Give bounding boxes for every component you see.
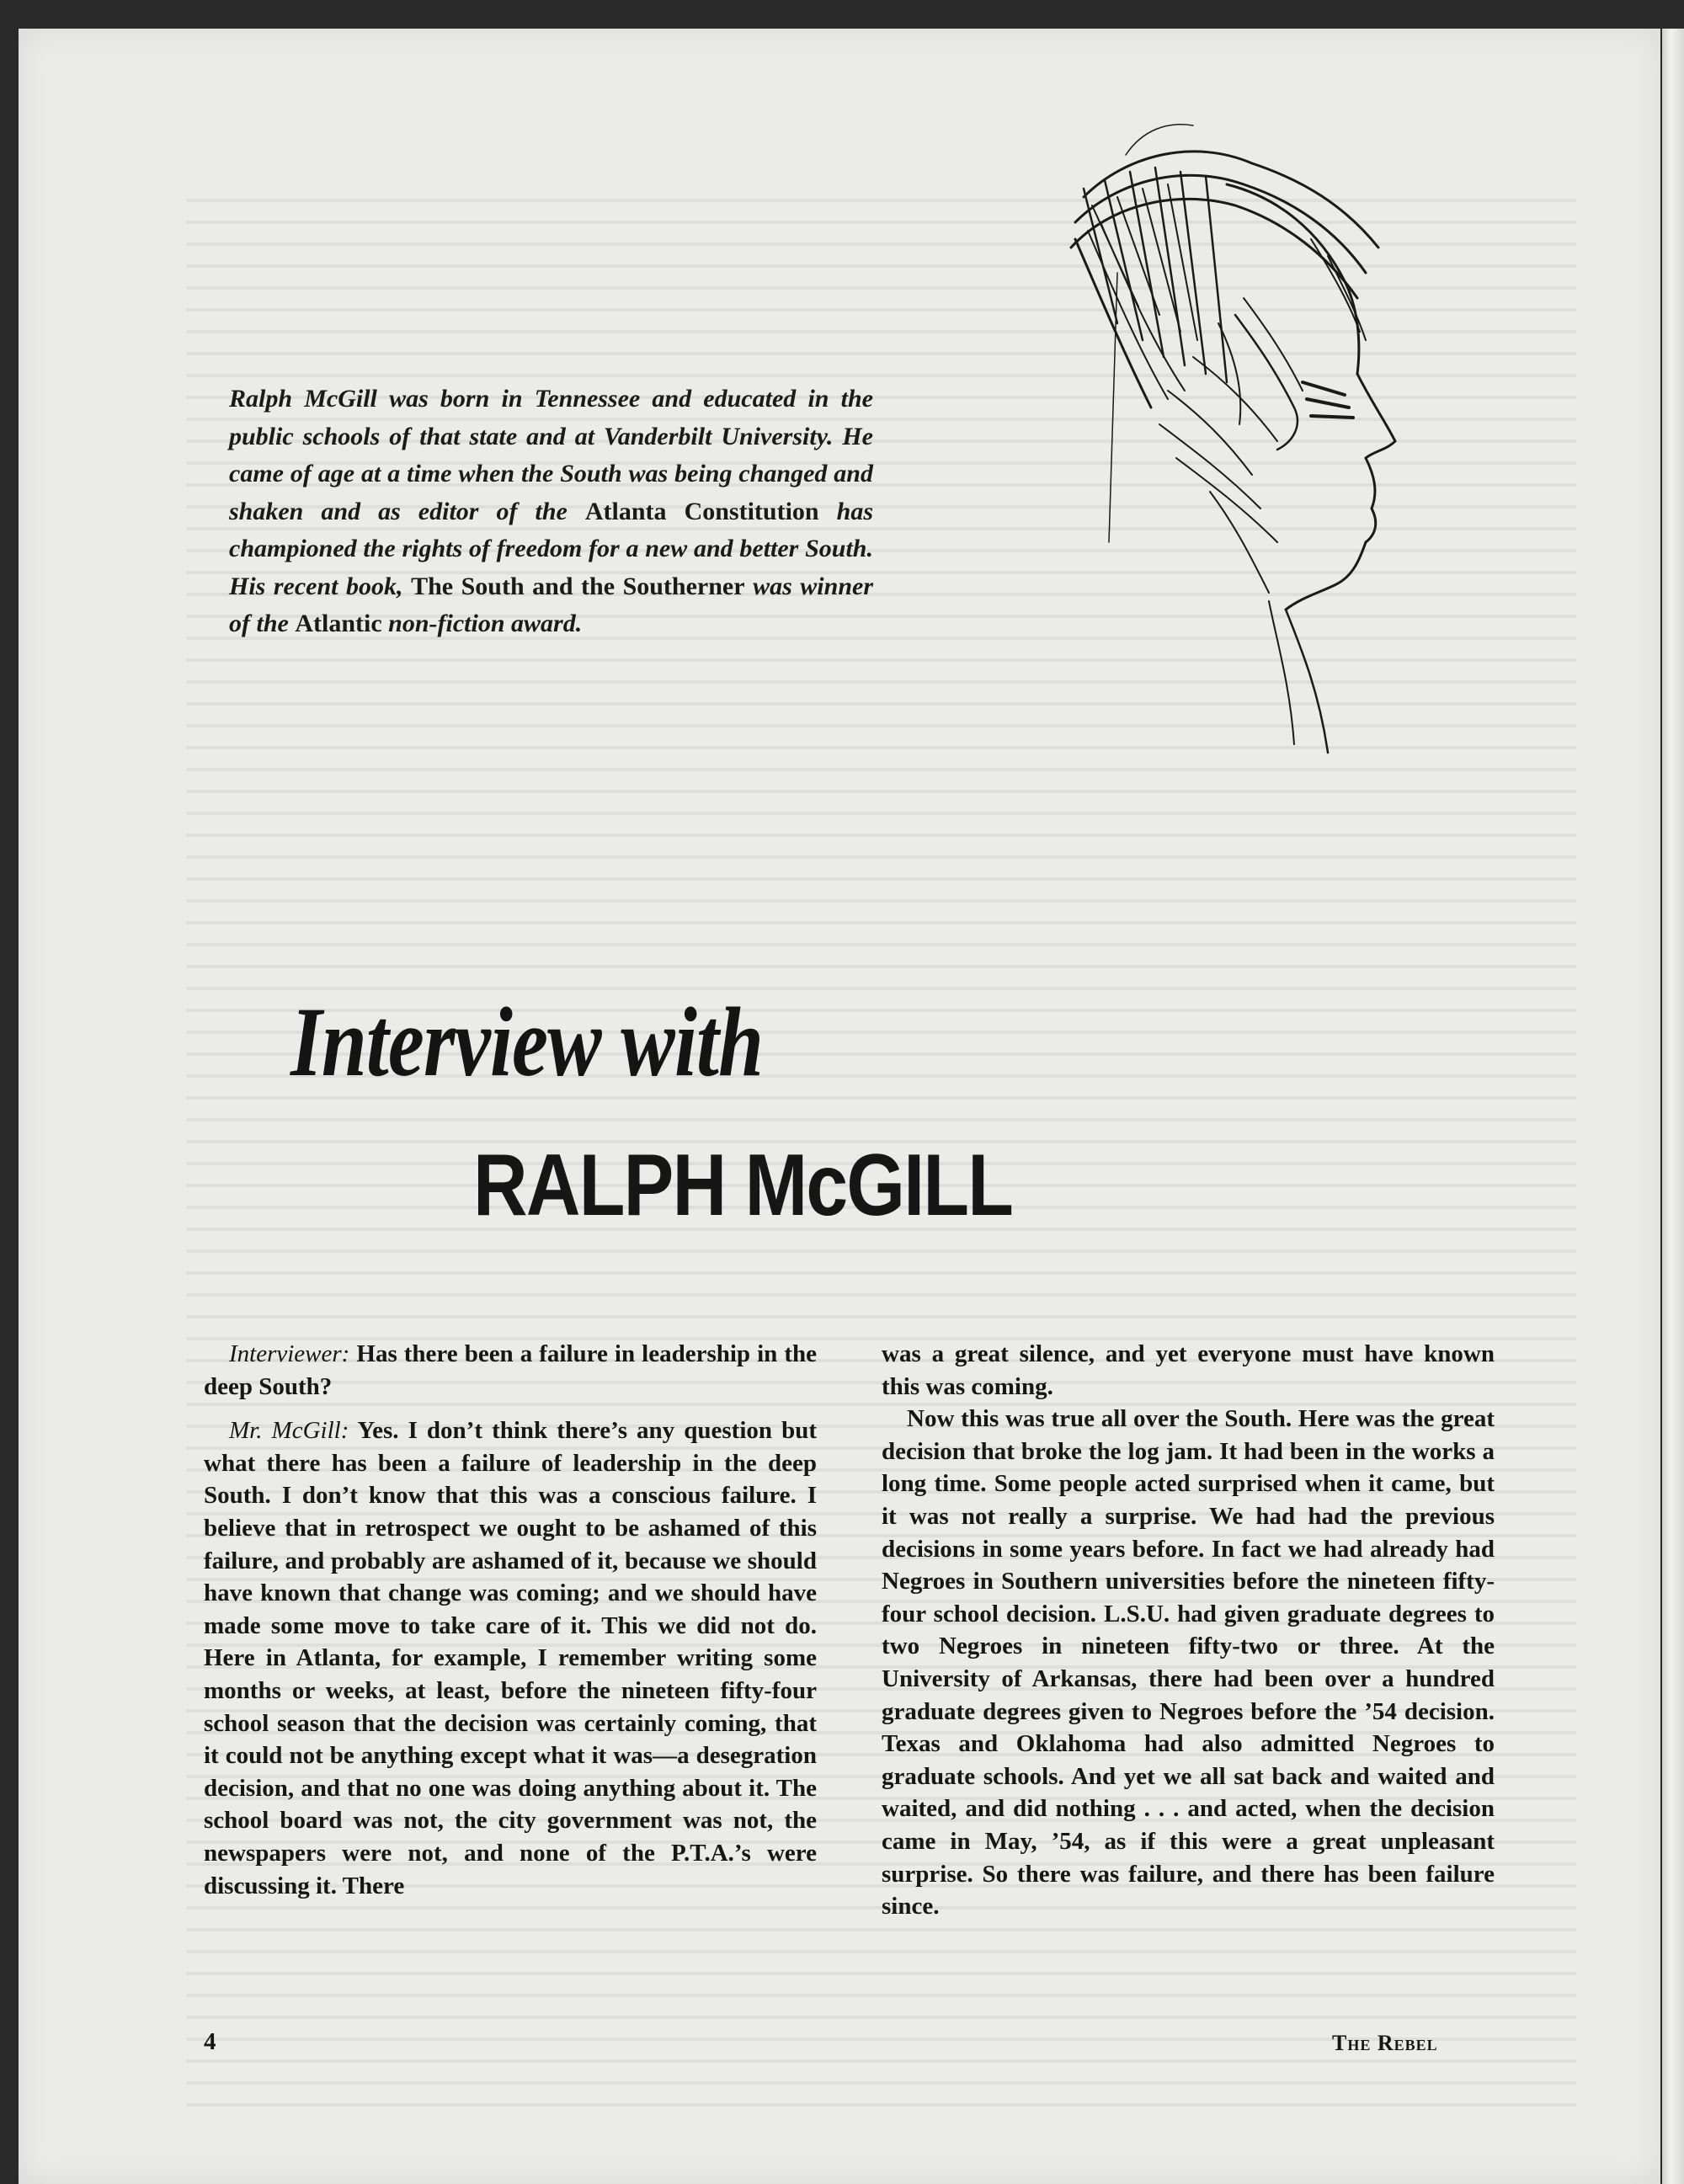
intro-text-4: non-fiction award. <box>381 610 583 637</box>
answer-paragraph-2: Now this was true all over the South. Here was the great decision that broke the log jam. It had been in the works a long time. Some people acted surprised when it came, but it was not really a surprise. We had had the previous decisions in some years before. In fact we had already had Negroes in Southern universities before the nineteen fifty-four school decision. L.S.U. had given graduate degrees to two Negroes in nineteen fifty-two or three. At the University of Arkansas, there had been over a hundred graduate degrees given to Negroes before the ’54 decision. Texas and Oklahoma had also admitted Negroes to graduate schools. And yet we all sat back and waited and waited, and did nothing . . . and acted, when the decision came in May, ’54, as if this were a great unpleasant surprise. So there was failure, and there has been failure since. <box>882 1405 1495 1920</box>
book-title: The South and the Southerner <box>411 572 745 600</box>
magazine-name: The Rebel <box>1332 2031 1438 2055</box>
author-introduction <box>229 381 873 643</box>
portrait-sketch-illustration <box>1025 104 1463 795</box>
question-text: Has there been a failure in leadership in the deep South? <box>204 1340 817 1400</box>
speaker-interviewer: Interviewer: <box>229 1340 350 1367</box>
answer-text: Yes. I don’t think there’s any question but what there has been a failure of leadership in the deep South. I don’t know that this was a conscious failure. I believe that in retrospect we ought to be ashamed of this failure, and probably are ashamed of it, because we should have known that change was coming; and we should have made some move to take care of it. This we did not do. Here in Atlanta, for example, I remember writing some months or weeks, at least, before the nineteen fifty-four school season that the decision was certainly coming, that it could not be anything except what it was—a desegration decision, and that no one was doing anything about it. The school board was not, the city government was not, the newspapers were not, and none of the P.T.A.’s were discussing it. There <box>204 1417 818 1899</box>
page-number: 4 <box>204 2028 216 2055</box>
next-page-edge <box>1662 29 1684 2184</box>
article-column-right <box>882 1338 1495 1923</box>
headline-line-2: RALPH McGILL <box>473 1137 1013 1234</box>
paragraph-gap <box>204 1403 817 1414</box>
mcgill-answer <box>204 1414 817 1902</box>
award-name: Atlantic <box>295 610 382 637</box>
speaker-mcgill: Mr. McGill: <box>229 1417 349 1445</box>
article-column-left <box>204 1338 817 1902</box>
headline-line-1: Interview with <box>290 987 764 1097</box>
intro-text-1: Ralph McGill was born in Tennessee and educated in the public schools of that state and at Vanderbilt University. He came of age at a time when the South was being changed and shaken and as editor of the <box>229 385 873 525</box>
intro-text-2: has championed the rights of freedom for a new and better South. His recent book, <box>229 497 873 600</box>
intro-text-3: was winner of the <box>229 572 873 637</box>
magazine-page <box>19 29 1660 2184</box>
interviewer-question <box>204 1338 817 1403</box>
answer-continued: was a great silence, and yet everyone must have known this was coming. <box>882 1340 1495 1400</box>
newspaper-name: Atlanta Constitution <box>584 497 819 525</box>
